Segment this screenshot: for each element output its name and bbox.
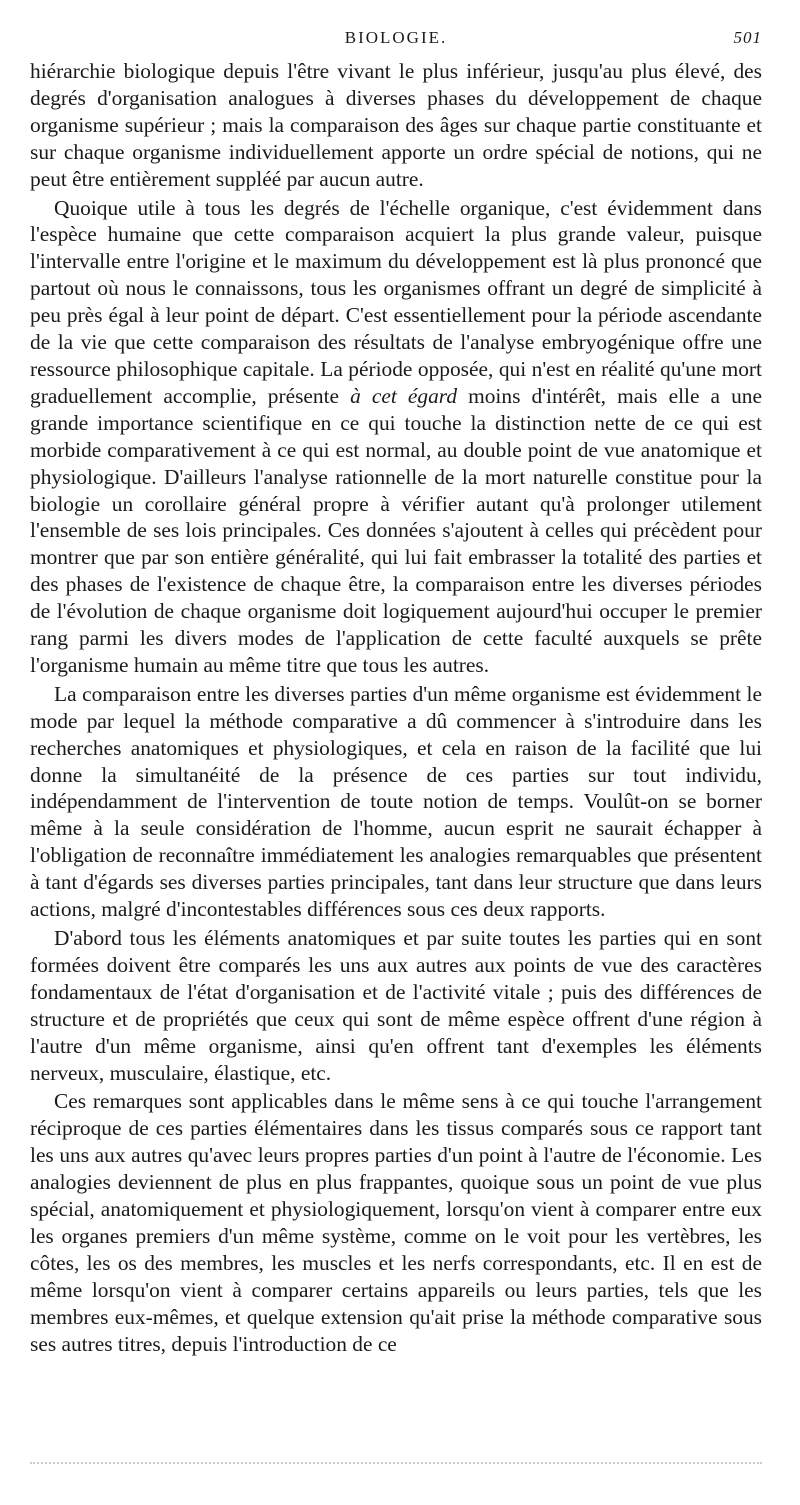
paragraph-3: La comparaison entre les diverses parties d'un même organisme est évidemment le mode par lequel la méthode comparative a dû commencer à s'introduire dans les recherches anatomiques et physiologiques, et cela en raison de la facilité que lui donne la simultanéité de la présence de ces parties sur tout individu, indépendamment de l'intervention de toute notion de temps. Voulût-on se borner même à la seule considération de l'homme, aucun esprit ne saurait échapper à l'obligation de reconnaître immédiatement les analogies remarquables que présentent à tant d'égards ses diverses parties principales, tant dans leur structure que dans leurs actions, malgré d'incontestables différences sous ces deux rapports. [30,681,762,922]
paragraph-2 [30,195,762,679]
paragraph-2-italic: à cet égard [350,383,458,408]
paragraph-2-part-2: moins d'intérêt, mais elle a une grande importance scientifique en ce qui touche la distinction nette de ce qui est morbide comparativement à ce qui est normal, au double point de vue anatomique et physiologique. D'ailleurs l'analyse rationnelle de la mort naturelle constitue pour la biologie un corollaire général propre à vérifier autant qu'à prolonger utilement l'ensemble de ses lois principales. Ces données s'ajoutent à celles qui précèdent pour montrer que par son entière généralité, qui lui fait embrasser la totalité des parties et des phases de l'existence de chaque être, la comparaison entre les diverses périodes de l'évolution de chaque organisme doit logiquement aujourd'hui occuper le premier rang parmi les divers modes de l'application de cette faculté auxquels se prête l'organisme humain au même titre que tous les autres. [30,383,762,677]
body-text [30,58,762,1360]
paragraph-2-part-1: Quoique utile à tous les degrés de l'échelle organique, c'est évidemment dans l'espèce humaine que cette comparaison acquiert la plus grande valeur, puisque l'intervalle entre l'origine et le maximum du développement est là plus prononcé que partout où nous le connaissons, tous les organismes offrant un degré de simplicité à peu près égal à leur point de départ. C'est essentiellement pour la période ascendante de la vie que cette comparaison des résultats de l'analyse embryogénique offre une ressource philosophique capitale. La période opposée, qui n'est en réalité qu'une mort graduellement accomplie, présente [30,195,762,408]
running-head [30,28,762,52]
paragraph-1: hiérarchie biologique depuis l'être vivant le plus inférieur, jusqu'au plus élevé, des degrés d'organisation analogues à diverses phases du développement de chaque organisme supérieur ; mais la comparaison des âges sur chaque partie constituante et sur chaque organisme individuellement apporte un ordre spécial de notions, qui ne peut être entièrement suppléé par aucun autre. [30,59,762,191]
bottom-dotted-rule [30,1462,762,1474]
paragraph-5: Ces remarques sont applicables dans le même sens à ce qui touche l'arrangement réciproque de ces parties élémentaires dans les tissus comparés sous ce rapport tant les uns aux autres qu'avec leurs propres parties d'un point à l'autre de l'économie. Les analogies deviennent de plus en plus frappantes, quoique sous un point de vue plus spécial, anatomiquement et physiologiquement, lorsqu'on vient à comparer entre eux les organes premiers d'un même système, comme on le voit pour les vertèbres, les côtes, les os des membres, les muscles et les nerfs correspondants, etc. Il en est de même lorsqu'on vient à comparer certains appareils ou leurs parties, tels que les membres eux-mêmes, et quelque extension qu'ait prise la méthode comparative sous ses autres titres, depuis l'introduction de ce [30,1089,762,1356]
paragraph-4: D'abord tous les éléments anatomiques et par suite toutes les parties qui en sont formées doivent être comparés les uns aux autres aux points de vue des caractères fondamentaux de l'état d'organisation et de l'activité vitale ; puis des différences de structure et de propriétés que ceux qui sont de même espèce offrent d'une région à l'autre d'un même organisme, ainsi qu'en offrent tant d'exemples les éléments nerveux, musculaire, élastique, etc. [30,926,762,1085]
page-number: 501 [733,28,762,47]
running-title: BIOLOGIE. [344,28,448,47]
